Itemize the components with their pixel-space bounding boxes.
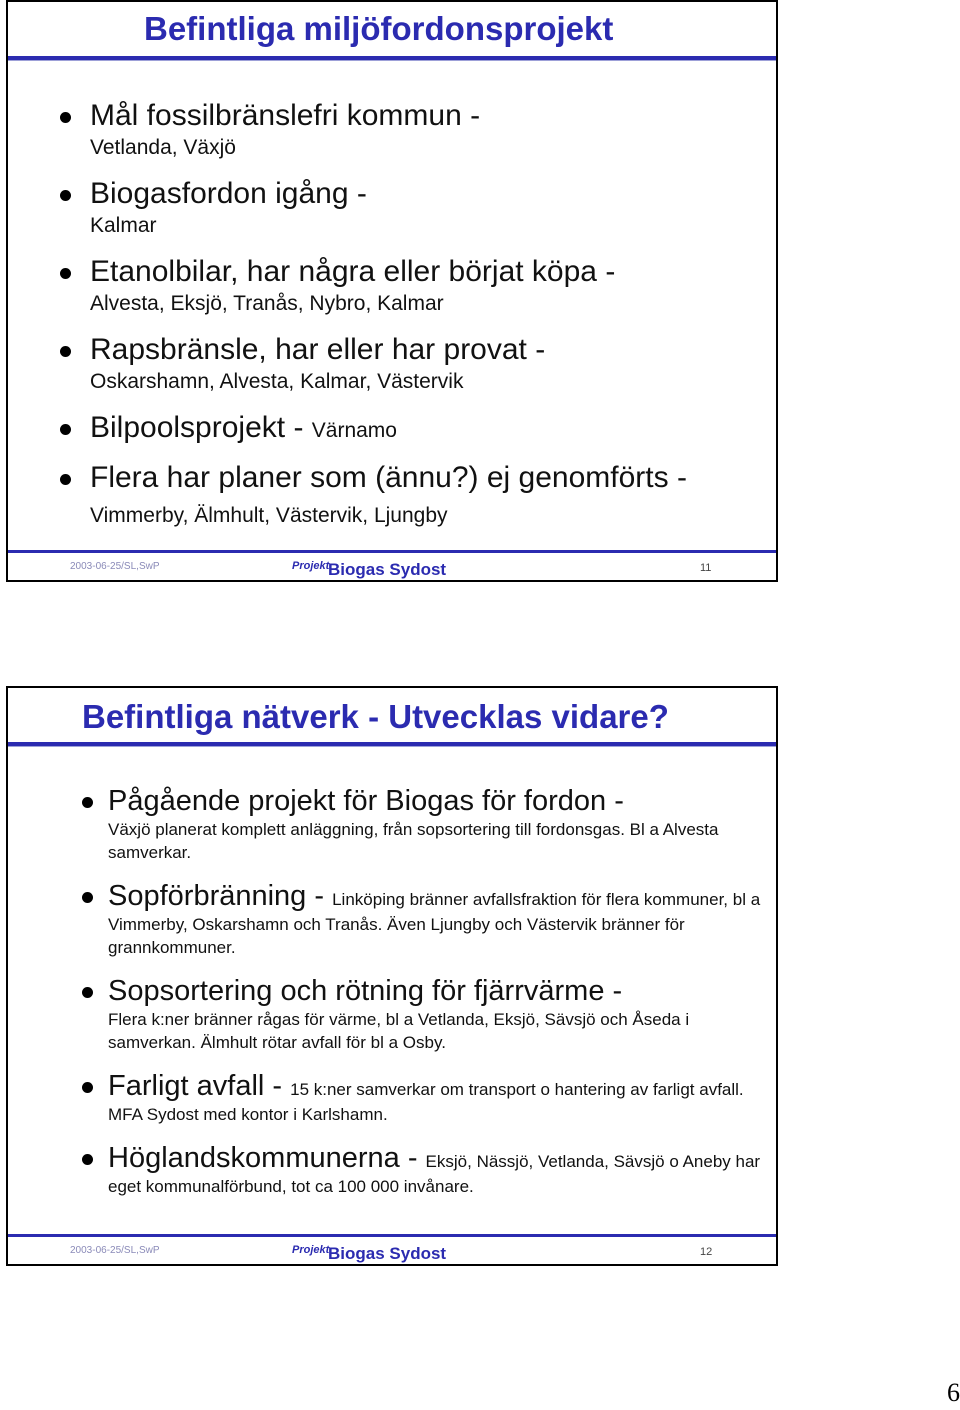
bullet-head: Etanolbilar, har några eller börjat köpa - [90, 255, 616, 288]
bullet-dot-icon [60, 346, 71, 357]
bullet-item [80, 784, 770, 864]
bullet-dot-icon [60, 190, 71, 201]
footer-brand: Biogas Sydost [328, 1244, 447, 1263]
bullet-list [56, 98, 756, 544]
bullet-sub: Flera k:ner bränner rågas för värme, bl a Vetlanda, Eksjö, Sävsjö och Åseda i samverkan. Älmhult rötar avfall för bl a Osby. [108, 1010, 690, 1052]
bullet-sub: Oskarshamn, Alvesta, Kalmar, Västervik [90, 370, 464, 393]
bullet-sub: 15 k:ner samverkar om transport o hantering av farligt avfall. MFA Sydost med kontor i Karlshamn. [108, 1080, 744, 1124]
bullet-sub: Värnamo [311, 419, 397, 442]
footer-date: 2003-06-25/SL,SwP [70, 561, 160, 572]
title-rule [8, 742, 776, 747]
bullet-head: Sopsortering och rötning för fjärrvärme - [108, 975, 623, 1007]
bullet-sub: Alvesta, Eksjö, Tranås, Nybro, Kalmar [90, 292, 444, 315]
bullet-dot-icon [82, 1082, 93, 1093]
bullet-item [56, 98, 756, 162]
bullet-sub: Kalmar [90, 214, 157, 237]
bullet-sub: Vimmerby, Älmhult, Västervik, Ljungby [90, 504, 448, 527]
bullet-item [80, 974, 770, 1054]
slide-title: Befintliga nätverk - Utvecklas vidare? [82, 698, 669, 735]
bullet-head: Höglandskommunerna - [108, 1142, 426, 1174]
footer-date: 2003-06-25/SL,SwP [70, 1245, 160, 1256]
bullet-sub: Eksjö, Nässjö, Vetlanda, Sävsjö o Aneby har eget kommunalförbund, tot ca 100 000 invånare. [108, 1152, 761, 1196]
bullet-dot-icon [60, 424, 71, 435]
slide-number: 12 [700, 1246, 713, 1258]
footer-rule [8, 1234, 776, 1237]
footer-project-label: Projekt [292, 1244, 330, 1256]
footer-project-label: Projekt [292, 560, 330, 572]
bullet-item [56, 460, 756, 530]
bullet-item [56, 410, 756, 446]
bullet-head: Flera har planer som (ännu?) ej genomförts - [90, 461, 687, 494]
bullet-head: Pågående projekt för Biogas för fordon - [108, 785, 624, 817]
bullet-item [80, 879, 770, 959]
bullet-dot-icon [60, 112, 71, 123]
slide-11 [6, 0, 778, 582]
bullet-head: Mål fossilbränslefri kommun - [90, 99, 481, 132]
footer-brand: Biogas Sydost [328, 560, 447, 579]
bullet-head: Rapsbränsle, har eller har provat - [90, 333, 546, 366]
bullet-sub: Linköping bränner avfallsfraktion för flera kommuner, bl a Vimmerby, Oskarshamn och Tranås. Även Ljungby och Västervik bränner för grannkommuner. [108, 890, 761, 957]
bullet-head: Sopförbränning - [108, 880, 333, 912]
title-rule [8, 56, 776, 61]
bullet-dot-icon [82, 1154, 93, 1165]
footer-rule [8, 550, 776, 553]
bullet-list [80, 784, 770, 1213]
bullet-head: Bilpoolsprojekt - [90, 411, 312, 444]
bullet-dot-icon [82, 987, 93, 998]
bullet-dot-icon [82, 797, 93, 808]
bullet-dot-icon [60, 474, 71, 485]
bullet-item [56, 176, 756, 240]
bullet-dot-icon [60, 268, 71, 279]
bullet-item [56, 332, 756, 396]
slide-number: 11 [700, 562, 712, 574]
slide-title: Befintliga miljöfordonsprojekt [144, 10, 614, 47]
bullet-sub: Växjö planerat komplett anläggning, från sopsortering till fordonsgas. Bl a Alvesta samverkar. [108, 820, 719, 862]
bullet-sub: Vetlanda, Växjö [90, 136, 236, 159]
page-number: 6 [947, 1378, 960, 1407]
bullet-item [80, 1141, 770, 1198]
bullet-item [56, 254, 756, 318]
bullet-item [80, 1069, 770, 1126]
bullet-head: Biogasfordon igång - [90, 177, 367, 210]
bullet-head: Farligt avfall - [108, 1070, 291, 1102]
bullet-dot-icon [82, 892, 93, 903]
slide-12 [6, 686, 778, 1266]
